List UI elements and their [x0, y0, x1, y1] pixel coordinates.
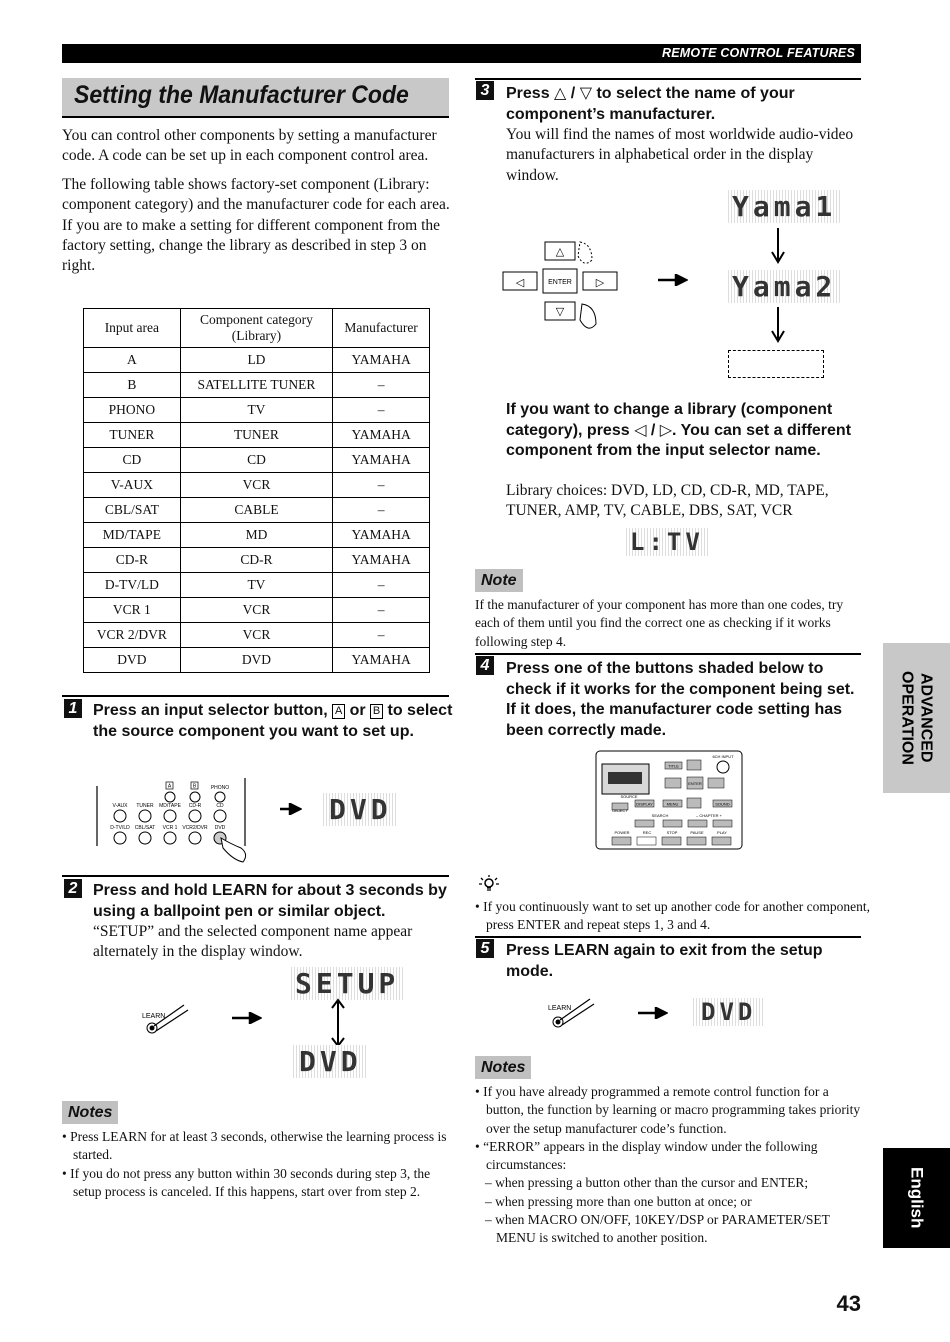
- note-right-label: Note: [475, 569, 523, 592]
- step3-sub-b: . You can set a different component from the input selector name.: [506, 421, 852, 460]
- yama2-display: Yama2: [728, 270, 840, 303]
- notes-right-item-2: • “ERROR” appears in the display window under the following circumstances:: [475, 1138, 818, 1173]
- notes-right-dash-1-text: when pressing a button other than the cursor and ENTER;: [495, 1175, 809, 1191]
- learn-pen-icon: [546, 995, 606, 1035]
- svg-text:▽: ▽: [555, 305, 565, 318]
- notes-right-item-1: • If you have already programmed a remote control function for a button, the function by learning or macro programming takes priority over the setup manufacturer code’s function.: [475, 1084, 861, 1136]
- intro-paragraph-2: The following table shows factory-set component (Library: component category) and the manufacturer code for each area. If you are to make a setting for different component from the factory setting, change the library as described in step 3 on right.: [62, 175, 450, 275]
- table-header-input-area: Input area: [84, 309, 181, 348]
- step3-library-choices: Library choices: DVD, LD, CD, CD-R, MD, TAPE, TUNER, AMP, TV, CABLE, DBS, SAT, VCR: [506, 482, 829, 520]
- table-cell: –: [333, 398, 430, 423]
- table-cell: LD: [180, 348, 332, 373]
- step3-sub-heading: [506, 400, 856, 462]
- table-cell: YAMAHA: [333, 648, 430, 673]
- notes-left: [62, 1128, 449, 1201]
- dvd-display-step2: DVD: [293, 1045, 368, 1078]
- step1-heading: [93, 701, 453, 742]
- table-cell: PHONO: [84, 398, 181, 423]
- table-cell: CD-R: [84, 548, 181, 573]
- table-row: [84, 423, 430, 448]
- remote-control-illustration: [595, 750, 745, 852]
- double-arrow-icon: [330, 998, 346, 1048]
- step3-body: You will find the names of most worldwide audio-video manufacturers in alphabetical order in the display window.: [506, 126, 854, 184]
- table-row: [84, 623, 430, 648]
- table-cell: VCR: [180, 473, 332, 498]
- remote-object-label: OBJECT: [612, 808, 628, 813]
- step2-heading: Press and hold LEARN for about 3 seconds by using a ballpoint pen or similar object.: [93, 882, 447, 920]
- down-arrow-icon: [770, 228, 786, 264]
- down-arrow-icon: [770, 307, 786, 343]
- table-cell: –: [333, 373, 430, 398]
- tip-text: If you continuously want to set up another code for another component, press ENTER and repeat steps 1, 3 and 4.: [483, 899, 871, 933]
- note-right-text: If the manufacturer of your component has more than one codes, try each of them until you find the correct one as checking if it works following step 4.: [475, 597, 844, 649]
- table-cell: TV: [180, 398, 332, 423]
- panel-label-vcr1: VCR 1: [162, 825, 178, 831]
- remote-pause-label: PAUSE: [690, 830, 704, 835]
- arrow-right-icon: [280, 803, 302, 815]
- table-row: [84, 498, 430, 523]
- step5-heading: Press LEARN again to exit from the setup mode.: [506, 942, 823, 980]
- table-cell: –: [333, 573, 430, 598]
- cursor-pad: [502, 240, 622, 340]
- panel-label-b: B: [192, 783, 197, 790]
- table-cell: A: [84, 348, 181, 373]
- panel-label-vaux: V-AUX: [112, 803, 128, 809]
- table-cell: MD: [180, 523, 332, 548]
- notes-right-dash-3-text: when MACRO ON/OFF, 10KEY/DSP or PARAMETER/SET MENU is switched to another position.: [495, 1212, 830, 1246]
- table-cell: VCR 2/DVR: [84, 623, 181, 648]
- panel-label-mdtape: MD/TAPE: [159, 803, 181, 809]
- table-row: [84, 398, 430, 423]
- step1-rule: [62, 695, 449, 697]
- table-cell: YAMAHA: [333, 348, 430, 373]
- table-header-component: Component category (Library): [180, 309, 332, 348]
- step3-sub-a: If you want to change a library (component category), press: [506, 401, 833, 439]
- svg-text:▷: ▷: [595, 276, 605, 289]
- notes-right-dash-2-text: when pressing more than one button at once; or: [495, 1193, 752, 1209]
- learn-pen-icon: [140, 1000, 200, 1040]
- remote-source-label: SOURCE: [620, 794, 638, 799]
- up-down-arrows-icon: △ / ▽: [554, 85, 592, 102]
- table-cell: TUNER: [84, 423, 181, 448]
- library-table: [83, 308, 430, 673]
- panel-label-cd: CD: [216, 803, 224, 809]
- setup-display: SETUP: [291, 967, 403, 1000]
- step5-rule: [475, 936, 861, 938]
- table-row: [84, 548, 430, 573]
- notes-right-item-1-text: If you have already programmed a remote control function for a button, the function by learning or macro programming takes priority over the setup manufacturer code’s function.: [483, 1084, 861, 1136]
- remote-enter-label: ENTER: [688, 781, 702, 786]
- table-row: [84, 648, 430, 673]
- table-row: [84, 473, 430, 498]
- table-cell: B: [84, 373, 181, 398]
- remote-stop-label: STOP: [666, 830, 678, 835]
- enter-label: ENTER: [548, 279, 572, 286]
- remote-rec-label: REC: [642, 830, 652, 835]
- section-header: REMOTE CONTROL FEATURES: [62, 44, 861, 63]
- step3-number: 3: [476, 81, 494, 100]
- key-a-icon: A: [332, 704, 345, 719]
- intro-paragraph-1: You can control other components by setting a manufacturer code. A code can be set up in each component control area.: [62, 127, 437, 165]
- notes-left-item-2-text: If you do not press any button within 30 seconds during step 3, the setup process is canceled. If this happens, start over from step 2.: [70, 1165, 431, 1199]
- panel-label-cdr: CD-R: [188, 803, 202, 809]
- notes-left-label: Notes: [62, 1101, 118, 1124]
- left-right-arrows-icon: ◁ / ▷: [634, 421, 673, 439]
- step3-heading-b: to select the name of your component’s manufacturer.: [506, 85, 795, 123]
- panel-label-phono: PHONO: [210, 785, 230, 791]
- step1-heading-b: or: [345, 702, 371, 719]
- step4-heading: Press one of the buttons shaded below to check if it works for the component being set. If it does, the manufacturer code setting has been correctly made.: [506, 660, 855, 739]
- table-cell: –: [333, 598, 430, 623]
- blank-display: [728, 350, 824, 378]
- table-cell: VCR: [180, 598, 332, 623]
- table-cell: CD: [180, 448, 332, 473]
- table-cell: D-TV/LD: [84, 573, 181, 598]
- arrow-right-icon: [638, 1007, 668, 1019]
- table-cell: YAMAHA: [333, 423, 430, 448]
- step5-number: 5: [476, 939, 494, 958]
- dvd-display-step5: DVD: [693, 998, 764, 1026]
- notes-right-dash-1: – when pressing a button other than the cursor and ENTER;: [485, 1175, 809, 1191]
- step4-rule: [475, 653, 861, 655]
- step4-number: 4: [476, 656, 494, 675]
- remote-search-label: SEARCH: [651, 813, 669, 818]
- remote-sound-label: SOUND: [715, 801, 730, 807]
- table-cell: VCR: [180, 623, 332, 648]
- table-row: [84, 523, 430, 548]
- arrow-right-icon: [232, 1012, 262, 1024]
- table-cell: YAMAHA: [333, 548, 430, 573]
- table-header-row: [84, 309, 430, 348]
- panel-label-dtvld: D-TV/LD: [110, 825, 130, 831]
- step1-heading-a: Press an input selector button,: [93, 702, 333, 719]
- remote-6ch-label: 6CH INPUT: [712, 754, 734, 759]
- step2-body: “SETUP” and the selected component name appear alternately in the display window.: [93, 923, 413, 961]
- remote-chapter-label: – CHAPTER +: [696, 813, 722, 818]
- table-cell: CD: [84, 448, 181, 473]
- notes-left-item-1-text: Press LEARN for at least 3 seconds, otherwise the learning process is started.: [70, 1129, 447, 1163]
- learn-label-step2: LEARN: [142, 1013, 166, 1020]
- step2-rule: [62, 875, 449, 877]
- step3-rule: [475, 78, 861, 80]
- panel-label-tuner: TUNER: [136, 803, 154, 809]
- library-display: L:TV: [626, 528, 708, 556]
- side-tab-english-text: English: [907, 1167, 927, 1229]
- side-tab-advanced-operation: [883, 643, 950, 793]
- page-title: Setting the Manufacturer Code: [74, 81, 409, 109]
- side-tab-advanced-text: ADVANCED OPERATION: [898, 671, 935, 765]
- notes-right-label: Notes: [475, 1056, 531, 1079]
- learn-label-step5: LEARN: [548, 1005, 572, 1012]
- table-row: [84, 598, 430, 623]
- table-cell: –: [333, 498, 430, 523]
- svg-text:◁: ◁: [515, 276, 525, 289]
- table-cell: –: [333, 623, 430, 648]
- table-cell: VCR 1: [84, 598, 181, 623]
- arrow-right-icon: [658, 274, 688, 286]
- notes-right-item-2-text: “ERROR” appears in the display window under the following circumstances:: [483, 1138, 818, 1173]
- table-cell: YAMAHA: [333, 448, 430, 473]
- step3-heading: [506, 84, 856, 125]
- remote-menu-label: MENU: [666, 801, 679, 807]
- table-cell: DVD: [84, 648, 181, 673]
- step2-number: 2: [64, 879, 82, 898]
- step3-heading-a: Press: [506, 85, 555, 102]
- step1-heading-c: to select the source component you want to set up.: [93, 702, 453, 740]
- table-cell: TV: [180, 573, 332, 598]
- panel-label-cblsat: CBL/SAT: [134, 825, 156, 831]
- side-tab-english: [883, 1148, 950, 1248]
- notes-left-item-1: • Press LEARN for at least 3 seconds, otherwise the learning process is started.: [62, 1129, 447, 1163]
- yama1-display: Yama1: [728, 190, 840, 223]
- tip-item: • If you continuously want to set up another code for another component, press ENTER and repeat steps 1, 3 and 4.: [475, 899, 871, 933]
- table-row: [84, 373, 430, 398]
- notes-right: [475, 1083, 861, 1248]
- step1-number: 1: [64, 699, 82, 718]
- key-b-icon: B: [370, 704, 383, 719]
- table-cell: TUNER: [180, 423, 332, 448]
- table-cell: CD-R: [180, 548, 332, 573]
- table-row: [84, 348, 430, 373]
- notes-left-item-2: • If you do not press any button within 30 seconds during step 3, the setup process is canceled. If this happens, start over from step 2.: [62, 1165, 431, 1199]
- remote-play-label: PLAY: [717, 830, 727, 835]
- table-cell: YAMAHA: [333, 523, 430, 548]
- title-box: [62, 78, 449, 118]
- table-cell: CABLE: [180, 498, 332, 523]
- table-cell: V-AUX: [84, 473, 181, 498]
- page-number: 43: [836, 1291, 861, 1316]
- table-cell: SATELLITE TUNER: [180, 373, 332, 398]
- remote-title-label: TITLE: [668, 763, 679, 769]
- remote-display-label: DISPLAY: [636, 801, 653, 807]
- panel-label-dvd: DVD: [214, 825, 226, 831]
- table-cell: –: [333, 473, 430, 498]
- table-row: [84, 448, 430, 473]
- intro: [62, 126, 452, 277]
- svg-text:△: △: [555, 245, 565, 258]
- lightbulb-tip-icon: [477, 874, 503, 892]
- remote-power-label: POWER: [614, 830, 630, 835]
- panel-label-a: A: [167, 783, 172, 790]
- table-header-manufacturer: Manufacturer: [333, 309, 430, 348]
- notes-right-dash-2: – when pressing more than one button at once; or: [485, 1193, 752, 1209]
- table-row: [84, 573, 430, 598]
- table-cell: CBL/SAT: [84, 498, 181, 523]
- panel-label-vcr2dvr: VCR2/DVR: [182, 825, 208, 831]
- table-cell: DVD: [180, 648, 332, 673]
- notes-right-dash-3: – when MACRO ON/OFF, 10KEY/DSP or PARAMETER/SET MENU is switched to another position.: [485, 1212, 830, 1246]
- table-cell: MD/TAPE: [84, 523, 181, 548]
- input-selector-panel: [95, 776, 275, 866]
- dvd-display-step1: DVD: [323, 793, 398, 826]
